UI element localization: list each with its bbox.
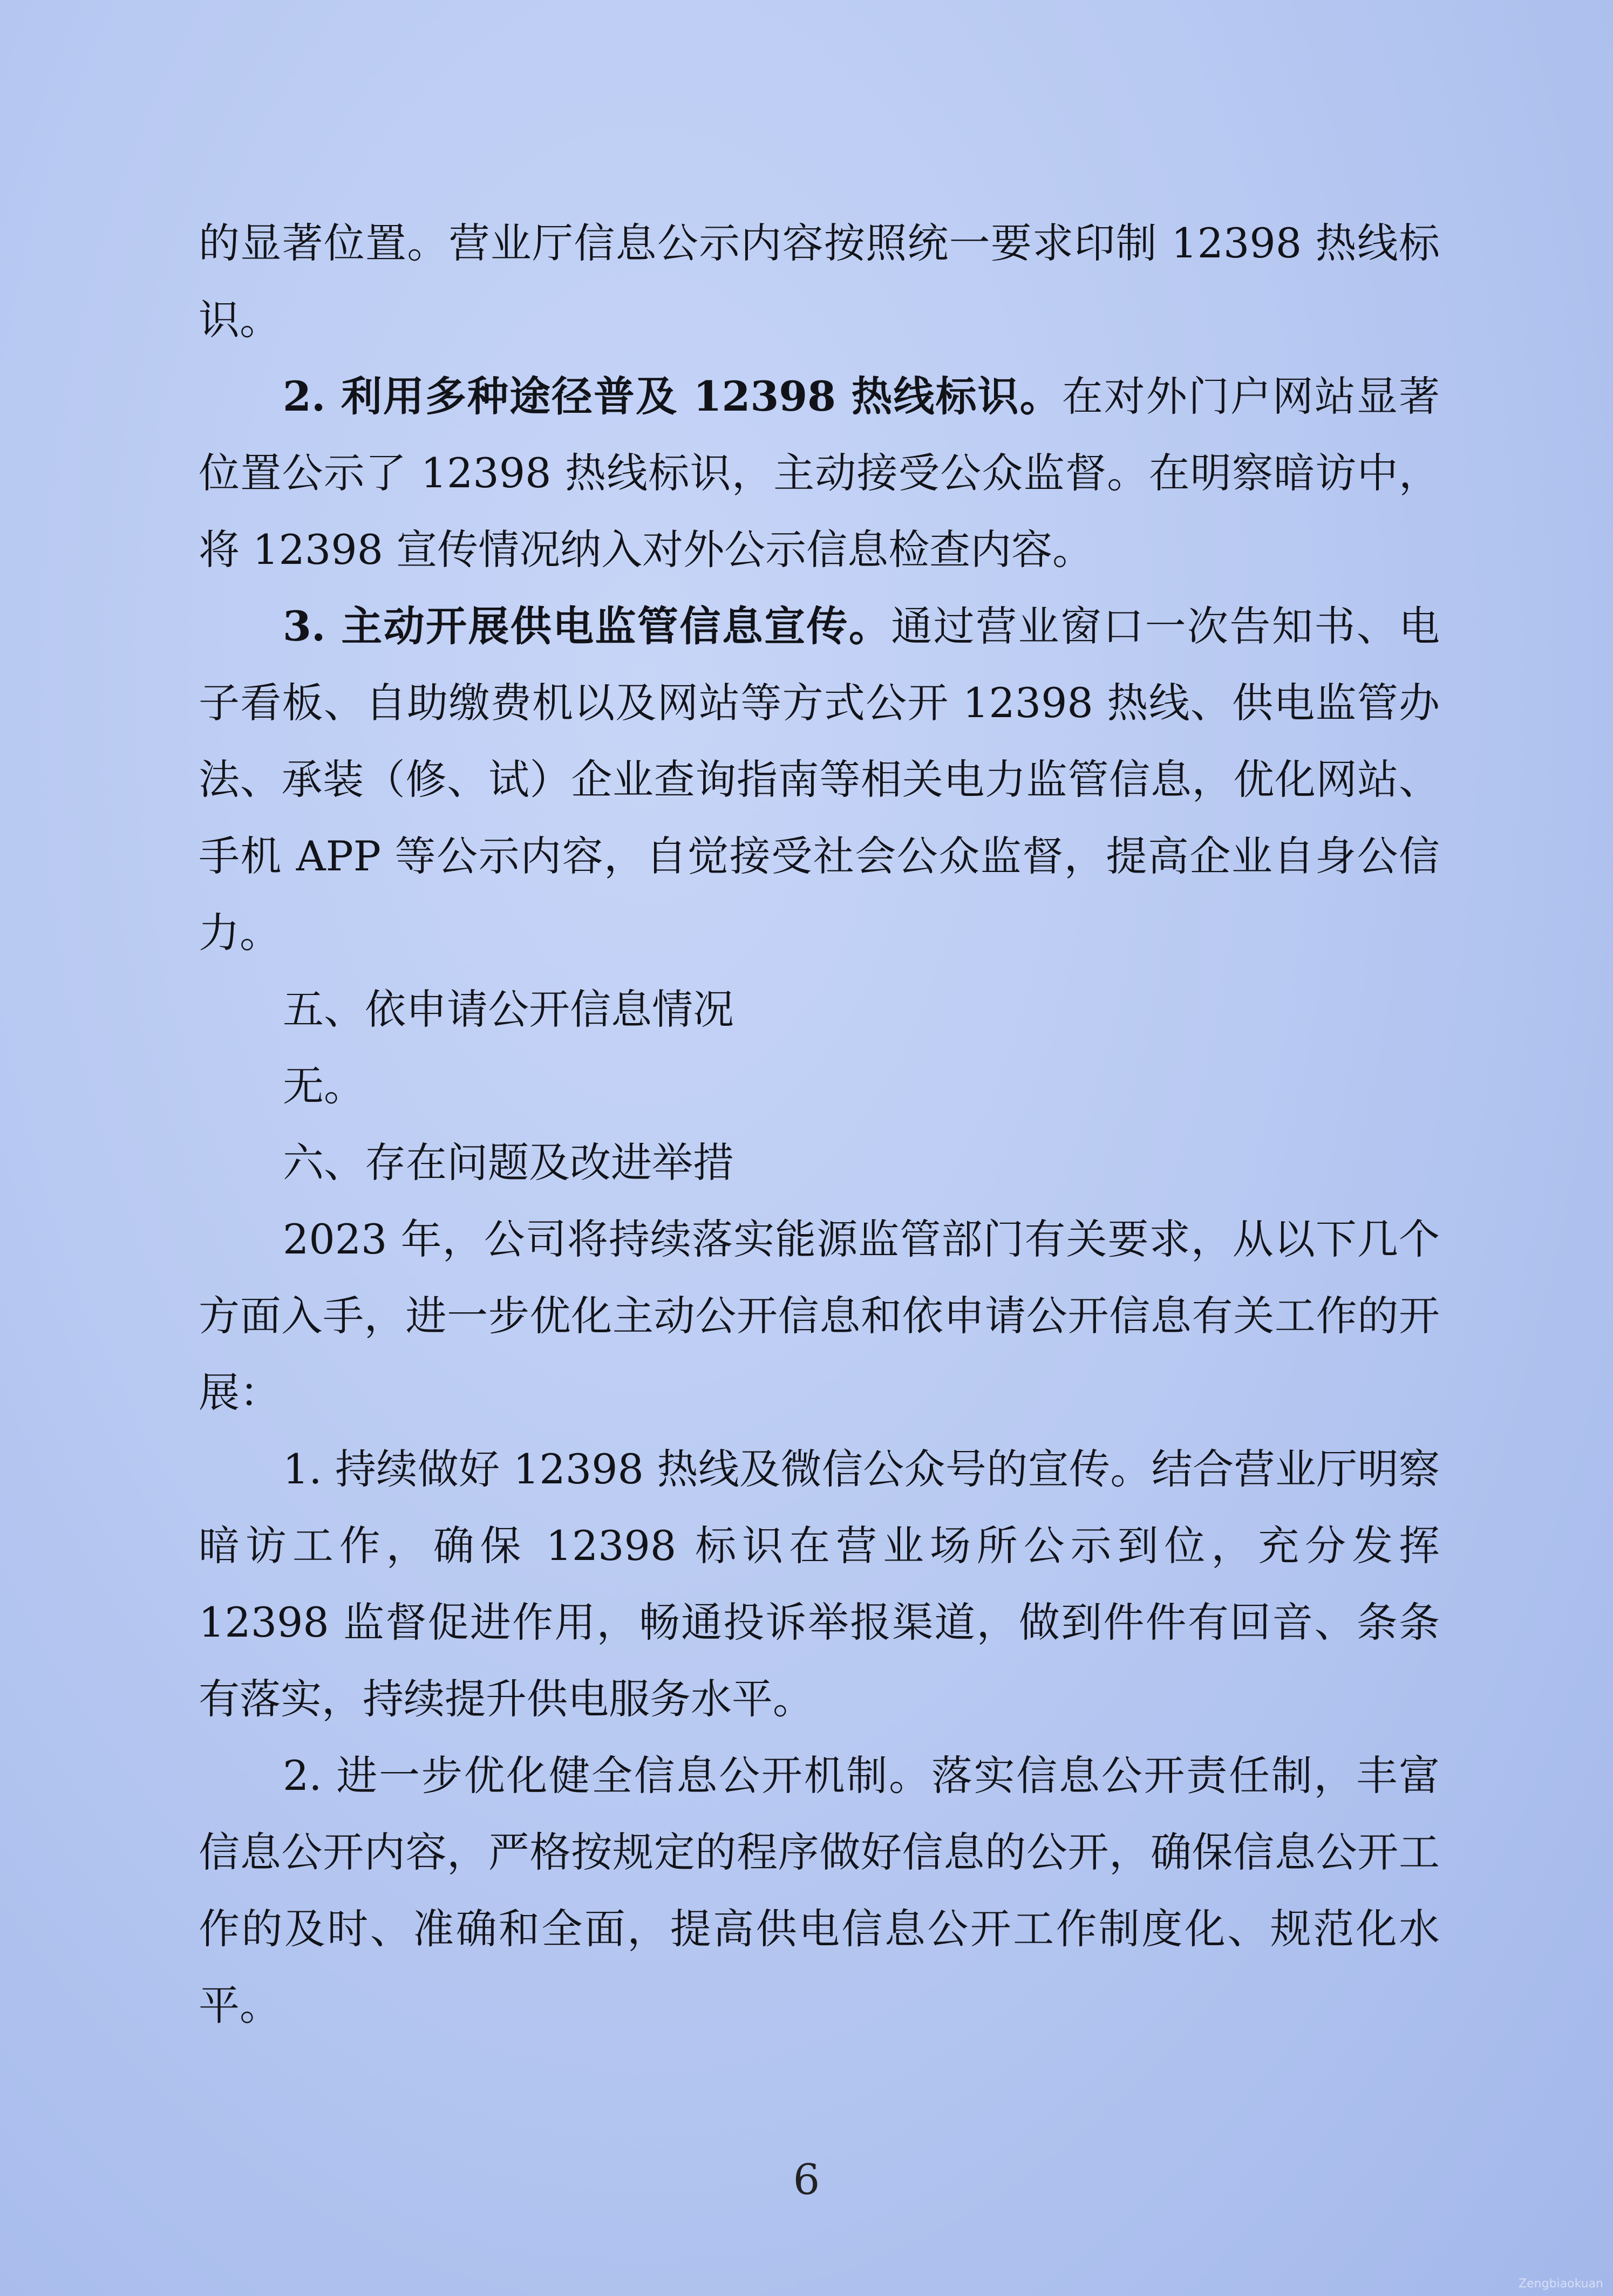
- paragraph-text: 1. 持续做好 12398 热线及微信公众号的宣传。结合营业厅明察暗访工作，确保 12398 标识在营业场所公示到位，充分发挥 12398 监督促进作用，畅通投诉举报渠道，做到件件有回音、条条有落实，持续提升供电服务水平。: [199, 1445, 1440, 1723]
- paragraph-text: 2. 进一步优化健全信息公开机制。落实信息公开责任制，丰富信息公开内容，严格按规定的程序做好信息的公开，确保信息公开工作的及时、准确和全面，提高供电信息公开工作制度化、规范化水平。: [199, 1752, 1440, 2029]
- watermark: Zengbiaokuan: [1519, 2277, 1603, 2291]
- paragraph: [199, 588, 1440, 971]
- paragraph-text: 的显著位置。营业厅信息公示内容按照统一要求印制 12398 热线标识。: [199, 219, 1440, 344]
- paragraph-lead: 3. 主动开展供电监管信息宣传。: [283, 602, 891, 650]
- paragraph: [199, 1738, 1440, 2044]
- paragraph-text: 通过营业窗口一次告知书、电子看板、自助缴费机以及网站等方式公开 12398 热线、供电监管办法、承装（修、试）企业查询指南等相关电力监管信息，优化网站、手机 APP 等公示内容，自觉接受社会公众监督，提高企业自身公信力。: [199, 602, 1440, 957]
- page-number: 6: [793, 2156, 820, 2204]
- paragraph-lead: 2. 利用多种途径普及 12398 热线标识。: [283, 372, 1062, 420]
- paragraph: [199, 358, 1440, 588]
- section-heading-text: 六、存在问题及改进举措: [283, 1139, 734, 1187]
- body-text: [199, 205, 1440, 2044]
- paragraph-text: 在对外门户网站显著位置公示了 12398 热线标识，主动接受公众监督。在明察暗访中，将 12398 宣传情况纳入对外公示信息检查内容。: [199, 372, 1440, 574]
- paragraph: [199, 1048, 1440, 1125]
- paragraph-text: 2023 年，公司将持续落实能源监管部门有关要求，从以下几个方面入手，进一步优化主动公开信息和依申请公开信息有关工作的开展：: [199, 1215, 1440, 1416]
- section-heading-text: 五、依申请公开信息情况: [283, 985, 734, 1033]
- section-heading: [199, 1125, 1440, 1201]
- paragraph-text: 无。: [283, 1062, 365, 1110]
- paragraph: [199, 1431, 1440, 1738]
- paragraph: [199, 205, 1440, 358]
- paragraph: [199, 1201, 1440, 1431]
- section-heading: [199, 971, 1440, 1048]
